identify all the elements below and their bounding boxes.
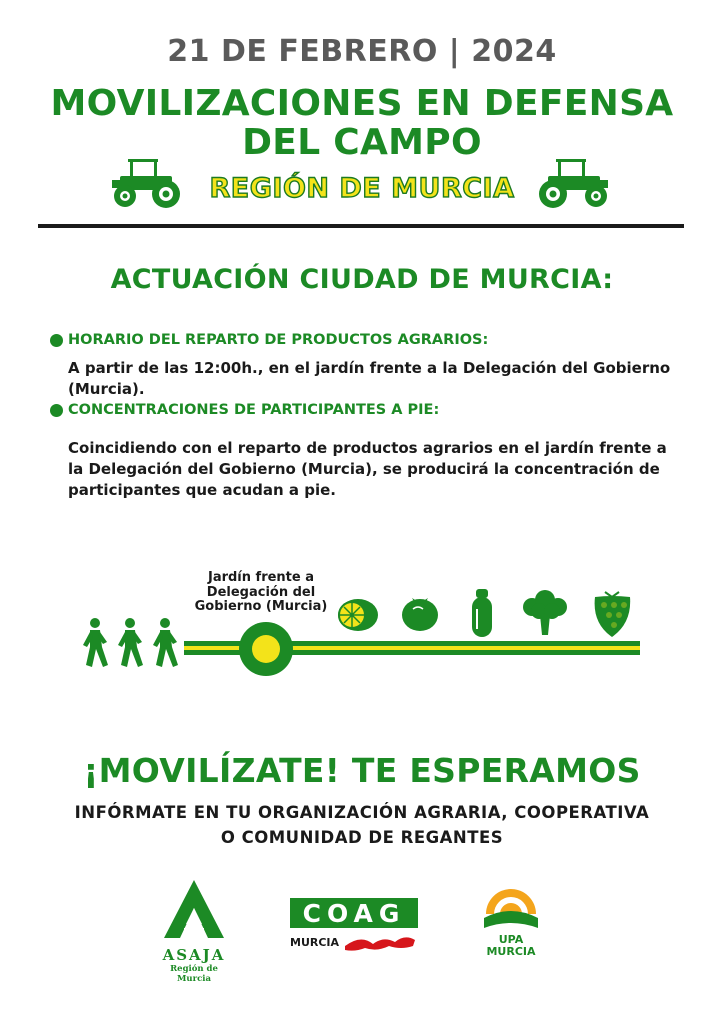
lemon-icon	[338, 599, 378, 631]
section-title: ACTUACIÓN CIUDAD DE MURCIA:	[110, 264, 614, 295]
item-text-line: Coincidiendo con el reparto de productos agrarios en el jardín frente a	[68, 439, 667, 457]
item-text-line: participantes que acudan a pie.	[68, 481, 336, 499]
coag-signature-icon	[343, 932, 417, 952]
divider	[38, 224, 684, 228]
coag-logo	[290, 898, 430, 958]
garden-label-line: Jardín frente a	[207, 570, 315, 585]
garden-label-line: Gobierno (Murcia)	[194, 599, 328, 614]
item-heading-concentration: CONCENTRACIONES DE PARTICIPANTES A PIE:	[68, 402, 440, 418]
asaja-emblem-icon	[158, 878, 230, 940]
tomato-icon	[402, 598, 438, 631]
broccoli-icon	[523, 590, 567, 635]
item-text-line: A partir de las 12:00h., en el jardín frente a la Delegación del Gobierno (Murcia).	[68, 359, 671, 398]
asaja-name: ASAJA	[162, 946, 226, 964]
info-line: INFÓRMATE EN TU ORGANIZACIÓN AGRARIA, COOPERATIVA	[74, 803, 650, 822]
main-title-line-2: DEL CAMPO	[242, 122, 482, 163]
upa-sun-field-icon	[476, 884, 546, 930]
event-date: 21 DE FEBRERO | 2024	[167, 34, 557, 69]
info-text	[0, 800, 724, 850]
walking-person-icon	[153, 618, 178, 667]
region-label: REGIÓN DE MURCIA	[209, 173, 515, 204]
item-heading-schedule: HORARIO DEL REPARTO DE PRODUCTOS AGRARIOS:	[68, 332, 489, 348]
main-title	[0, 84, 724, 162]
upa-logo	[476, 884, 546, 970]
coag-name: COAG	[290, 898, 418, 928]
info-line: O COMUNIDAD DE REGANTES	[220, 828, 504, 847]
tractor-icon-right	[536, 156, 612, 210]
coag-subtitle: MURCIA	[290, 935, 340, 949]
bullet-dot	[50, 334, 63, 347]
garden-label-line: Delegación del	[206, 584, 316, 600]
item-text-schedule	[68, 358, 724, 400]
call-to-action: ¡MOVILÍZATE! TE ESPERAMOS	[83, 751, 641, 790]
bullet-dot	[50, 404, 63, 417]
asaja-logo	[158, 878, 230, 984]
walking-person-icon	[83, 618, 108, 667]
raspberry-icon	[595, 592, 631, 637]
main-title-line-1: MOVILIZACIONES EN DEFENSA	[50, 83, 674, 124]
item-text-line: la Delegación del Gobierno (Murcia), se producirá la concentración de	[68, 460, 660, 478]
walking-person-icon	[118, 618, 143, 667]
upa-name: UPA	[498, 933, 524, 946]
upa-subtitle: MURCIA	[486, 945, 536, 958]
route-illustration	[70, 585, 650, 685]
tractor-icon-left	[108, 156, 184, 210]
asaja-subtitle: Región de Murcia	[170, 964, 218, 984]
eggplant-icon	[472, 589, 492, 637]
item-text-concentration	[68, 438, 667, 501]
